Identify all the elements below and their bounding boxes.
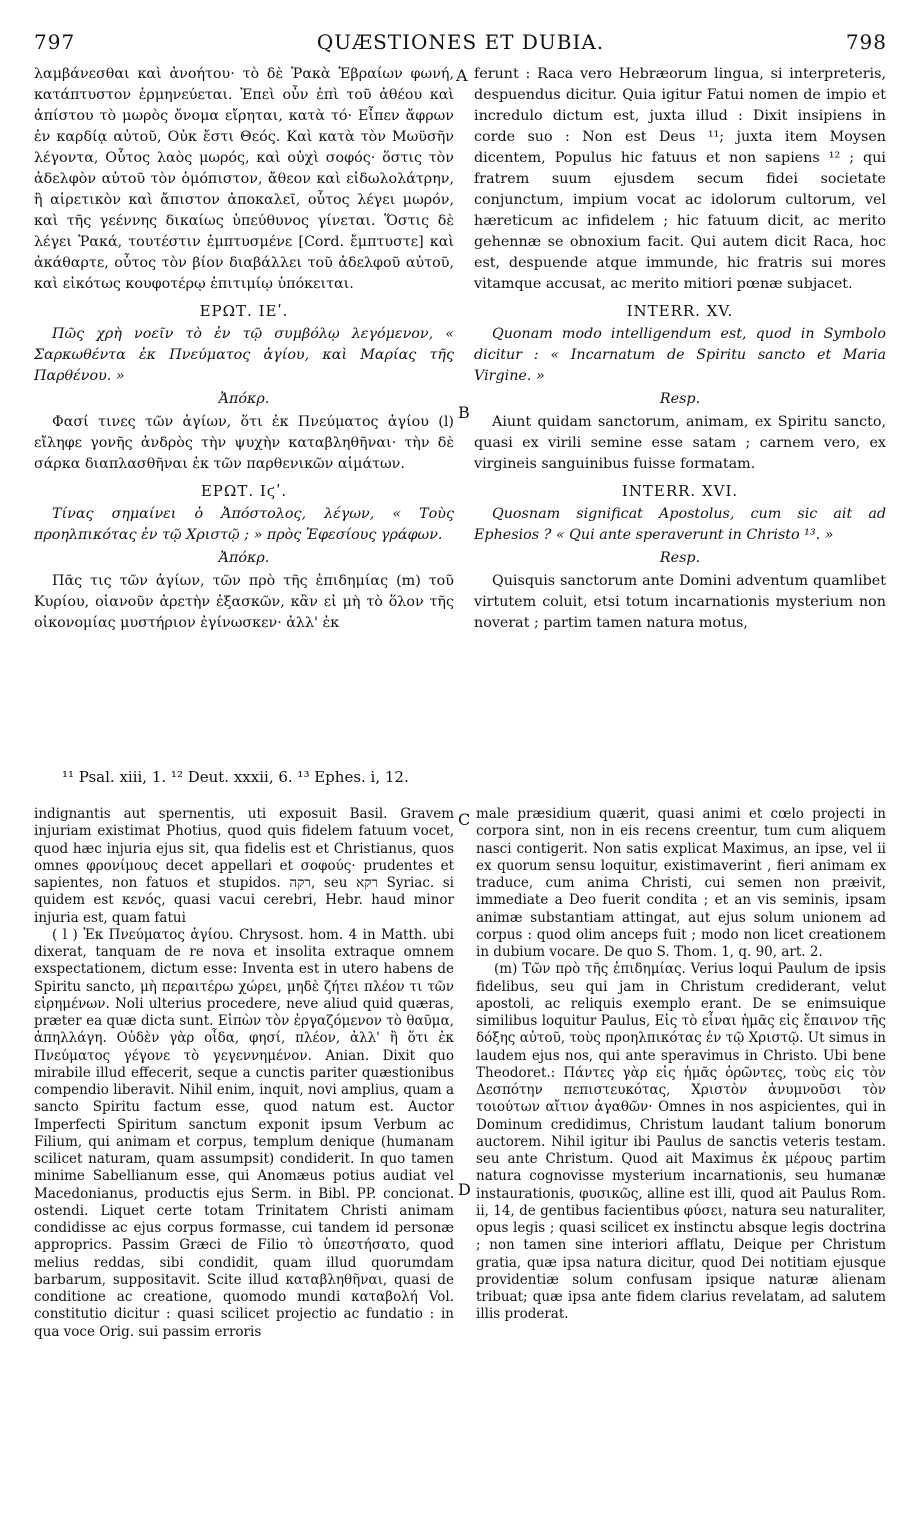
margin-letter-d: D bbox=[458, 1180, 471, 1199]
footnotes: ¹¹ Psal. xiii, 1. ¹² Deut. xxxii, 6. ¹³ Ephes. i, 12. bbox=[62, 768, 409, 786]
margin-letter-a: A bbox=[456, 66, 468, 85]
greek-intro: λαμβάνεσθαι καὶ ἀνοήτου· τὸ δὲ Ῥακὰ Ἑβραίων φωνή, κατάπτυστον ἑρμηνεύεται. Ἐπεὶ οὖν ἐπὶ τοῦ ἀθέου καὶ ἀπίστου τὸ μωρὸς ὄνομα εἴρηται, κατὰ τό· Εἶπεν ἄφρων ἐν καρδίᾳ αὐτοῦ, Οὐκ ἔστι Θεός. Καὶ κατὰ τὸν Μωϋσῆν λέγοντα, Οὗτος λαὸς μωρός, καὶ οὐχὶ σοφός· ὅστις τὸν ἀδελφὸν αὐτοῦ τὸν ὁμόπιστον, ἄθεον καὶ εἰδωλολάτρην, ἢ αἱρετικὸν καὶ ἄπιστον ἀποκαλεῖ, οὗτος λέγει μωρόν, καὶ τῆς γεέννης δικαίως ὑπεύθυνος γίνεται. Ὅστις δὲ λέγει Ῥακά, τουτέστιν ἐμπτυσμένε [Cord. ἔμπτυστε] καὶ ἀκάθαρτε, οὗτος τὸν βίον διαβάλλει τοῦ ἀδελφοῦ αὐτοῦ, καὶ εἰκότως κουφοτέρῳ ἐπιτιμίῳ ὑπόκειται. bbox=[34, 66, 454, 292]
greek-response-label-16: Ἀπόκρ. bbox=[218, 550, 270, 566]
note-left-2: ( l ) Ἐκ Πνεύματος ἁγίου. Chrysost. hom. 4 in Matth. ubi dixerat, tanquam de re nova et insolita extraque omnem exspectationem, dictum esse: Inventa est in utero habens de Spiritu sancto, μὴ περαιτέρω χώρει, μηδὲ ζήτει πλέον τι τῶν εἰρημένων. Noli ulterius procedere, neve aliud quid quæras, præter ea quæ dicta sunt. Εἰπὼν τὸν ἐργαζόμενον τὸ θαῦμα, ἀπηλλάγη. Οὐδὲν γὰρ οἶδα, φησί, πλέον, ἀλλ' ἢ ὅτι ἐκ Πνεύματος γέγονε τὸ γεγεννημένον. Anian. Dixit quo mirabile illud effecerit, seque a cunctis pariter quæstionibus compendio liberavit. Nihil enim, inquit, novi amplius, quam a sancto Spiritu factum esse, quod natum est. Auctor Imperfecti Spiritum sanctum exponit ipsum Verbum ac Filium, qui animam et corpus, templum denique (humanam scilicet naturam, quam assumpsit) condiderit. In quo tamen minime Sabellianum esse, qui Anomæus potius audiat vel Macedonianus, productis ejus Serm. in Bibl. PP. concionat. ostendi. Liquet certe totam Trinitatem Christi animam condidisse ac ejus corpus formasse, cui tandem id personæ approprics. Passim Græci de Filio τὸ ὑπεστήσατο, quod melius reddas, sibi condidit, quam illud quorumdam barbarum, suppositavit. Scite illud καταβληθῆναι, quasi de conditione ac creatione, quomodo mundi καταβολή Vol. constitutio dicitur : quasi scilicet projectio ac fundatio : in qua voce Orig. sui passim erroris bbox=[34, 926, 454, 1340]
greek-heading-16: ΕΡΩΤ. Ιϛʹ. bbox=[200, 482, 288, 500]
greek-question-16: Τίνας σημαίνει ὁ Ἀπόστολος, λέγων, « Τοὺς προηλπικότας ἐν τῷ Χριστῷ ; » πρὸς Ἐφεσίους γράφων. bbox=[34, 506, 454, 543]
latin-column bbox=[474, 64, 886, 634]
latin-response-label-16: Resp. bbox=[659, 550, 701, 566]
greek-column bbox=[34, 64, 454, 634]
margin-letter-b: B bbox=[458, 403, 470, 422]
note-left-1: indignantis aut spernentis, uti exposuit Basil. Gravem injuriam existimat Photius, quod quis fidelem fatuum vocet, quod hæc injuria ejus sit, qua fidelis est et Christianus, quos omnes φρονίμους decet appellari et σοφούς· prudentes et sapientes, non fatuos et stupidos. רקה, seu רקא Syriac. si quidem est κενός, quasi vacui cerebri, Hebr. haud minor injuria est, quam fatui bbox=[34, 806, 454, 926]
latin-response-label-15: Resp. bbox=[659, 391, 701, 407]
margin-letter-c: C bbox=[458, 810, 471, 829]
latin-intro: ferunt : Raca vero Hebræorum lingua, si interpreteris, despuendus dicitur. Quia igitur Fatui nomen de impio et incredulo dictum est, juxta illud : Dixit insipiens in corde suo : Non est Deus ¹¹; juxta item Moysen dicentem, Populus hic fatuus et non sapiens ¹² ; qui fratrem suum ejusdem secum fidei societate conjunctum, impium vocat ac idolorum cultorum, vel hæreticum ac infidelem ; hic fatuum dicit, ac merito gehennæ se obnoxium facit. Qui autem dicit Raca, hoc est, despuende atque immunde, hic fratris sui mores vitamque accusat, ac merito mitiori pœnæ subjacet. bbox=[474, 66, 886, 292]
latin-response-15: Aiunt quidam sanctorum, animam, ex Spiritu sancto, quasi ex virili semine esse satam ; carnem vero, ex virgineis sanguinibus fuisse formatam. bbox=[474, 414, 886, 472]
notes-left-column bbox=[34, 806, 454, 1341]
page-title: QUÆSTIONES ET DUBIA. bbox=[316, 30, 605, 54]
greek-heading-15: ΕΡΩΤ. ΙΕʹ. bbox=[199, 302, 289, 320]
latin-response-16: Quisquis sanctorum ante Domini adventum quamlibet virtutem coluit, etsi totum incarnationis mysterium non noverat ; partim tamen natura motus, bbox=[474, 573, 886, 631]
latin-question-16: Quosnam significat Apostolus, cum sic ait ad Ephesios ? « Qui ante speraverunt in Christo ¹³. » bbox=[474, 506, 886, 543]
page-number-left: 797 bbox=[34, 30, 76, 54]
greek-question-15: Πῶς χρὴ νοεῖν τὸ ἐν τῷ συμβόλῳ λεγόμενον, « Σαρκωθέντα ἐκ Πνεύματος ἁγίου, καὶ Μαρίας τῆς Παρθένου. » bbox=[34, 326, 454, 384]
latin-question-15: Quonam modo intelligendum est, quod in Symbolo dicitur : « Incarnatum de Spiritu sancto et Maria Virgine. » bbox=[474, 326, 886, 384]
latin-heading-15: INTERR. XV. bbox=[626, 302, 734, 320]
greek-response-label-15: Ἀπόκρ. bbox=[218, 391, 270, 407]
note-right-1: male præsidium quærit, quasi animi et cœlo projecti in corpora sint, non in eis recens creentur, tum cum aliquem nasci contigerit. Non satis explicat Maximus, an ipse, vel ii ex quorum sensu loquitur, existimaverint , fieri animam ex traduce, cum anima Christi, cui semen non præivit, immediate a Deo fuerit condita ; et an vis seminis, ipsam animæ substantiam attingat, aut ejus solum unionem ad corpus : quod olim anceps fuit ; modo non licet creationem in dubium vocare. De quo S. Thom. 1, q. 90, art. 2. bbox=[476, 806, 886, 960]
latin-heading-16: INTERR. XVI. bbox=[621, 482, 739, 500]
page-number-right: 798 bbox=[845, 30, 887, 54]
running-header bbox=[34, 30, 887, 56]
greek-response-16: Πᾶς τις τῶν ἁγίων, τῶν πρὸ τῆς ἐπιδημίας (m) τοῦ Κυρίου, οἱανοῦν ἀρετὴν ἐξασκῶν, κἂν εἰ μὴ τὸ ὅλον τῆς οἰκονομίας μυστήριον ἐγίνωσκεν· ἀλλ' ἐκ bbox=[34, 573, 454, 631]
greek-response-15: Φασί τινες τῶν ἁγίων, ὅτι ἐκ Πνεύματος ἁγίου (l) εἴληφε γονῆς ἀνδρὸς τὴν ψυχὴν καταβληθῆναι· τὴν δὲ σάρκα διαπλασθῆναι ἐκ τῶν παρθενικῶν αἱμάτων. bbox=[34, 414, 454, 472]
notes-right-column bbox=[476, 806, 886, 1324]
note-right-2: (m) Τῶν πρὸ τῆς ἐπιδημίας. Verius loqui Paulum de ipsis fidelibus, seu qui jam in Christum crediderant, velut apostoli, ac reliquis exemplo erant. De se enimsuique similibus loquitur Paulus, Εἰς τὸ εἶναι ἡμᾶς εἰς ἔπαινον τῆς δόξης αὐτοῦ, τοὺς προηλπικότας ἐν τῷ Χριστῷ. Ut simus in laudem ejus nos, qui ante speravimus in Christo. Ubi bene Theodoret.: Πάντες γὰρ εἰς ἡμᾶς ὁρῶντες, τοὺς εἰς τὸν Δεσπότην πεπιστευκότας, Χριστὸν ἀνυμνοῦσι τὸν τοιούτων αἴτιον ἀγαθῶν· Omnes in nos aspicientes, qui in Dominum credidimus, Christum laudant talium bonorum auctorem. Nihil igitur ibi Paulus de sanctis veteris testam. seu ante Christum. Quod ait Maximus ἐκ μέρους partim natura cognovisse mysterium incarnationis, seu humanæ instaurationis, φυσικῶς, alline est illi, quod ait Paulus Rom. ii, 14, de gentibus facientibus φύσει, natura seu naturaliter, opus legis ; quasi scilicet ex instinctu absque legis doctrina ; non tamen sine interiori afflatu, Deique per Christum gratia, quæ ipsa natura dicitur, quod Dei notitiam ejusque providentiæ solum confusam ipsique naturæ alienam tribuat; quæ ipsa ante fidem clarius revelatam, ad salutem illis proderat. bbox=[476, 961, 886, 1323]
